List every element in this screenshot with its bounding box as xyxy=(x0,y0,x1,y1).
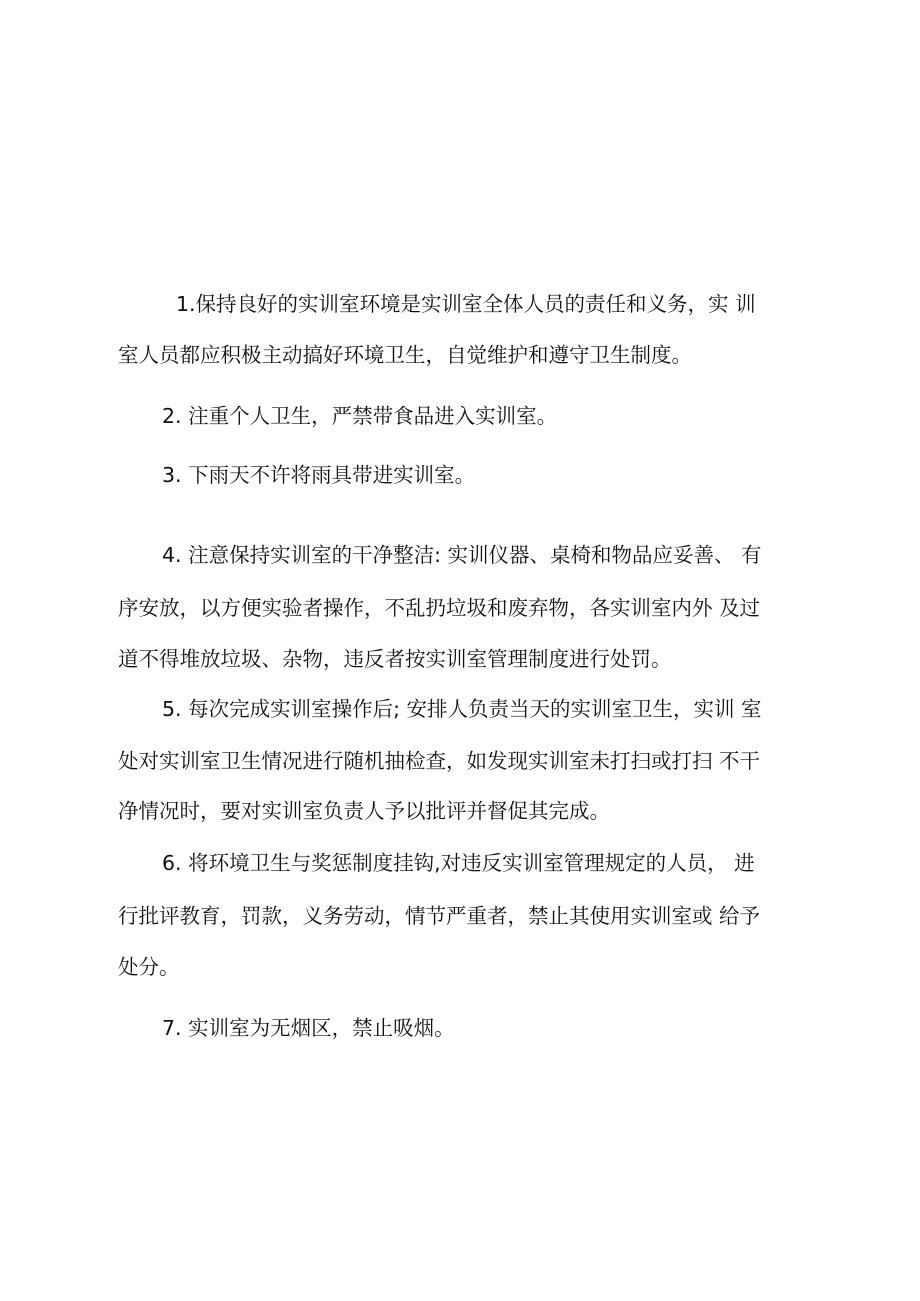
rule-6-line-1: 6. 将环境卫生与奖惩制度挂钩,对违反实训室管理规定的人员， 进 xyxy=(162,851,755,875)
rule-5-line-3: 净情况时，要对实训室负责人予以批评并督促其完成。 xyxy=(118,799,610,823)
rule-1-line-2: 室人员都应积极主动搞好环境卫生，自觉维护和遵守卫生制度。 xyxy=(118,343,692,367)
rule-6-line-2: 行批评教育，罚款，义务劳动，情节严重者，禁止其使用实训室或 给予 xyxy=(118,904,761,928)
rule-5-line-2: 处对实训室卫生情况进行随机抽检查，如发现实训室未打扫或打扫 不干 xyxy=(118,749,761,773)
rule-7-line-1: 7. 实训室为无烟区，禁止吸烟。 xyxy=(162,1016,455,1040)
rule-5-line-1: 5. 每次完成实训室操作后; 安排人负责当天的实训室卫生，实训 室 xyxy=(162,697,762,721)
rule-1-line-1: 1.保持良好的实训室环境是实训室全体人员的责任和义务，实 训 xyxy=(176,292,756,316)
rule-6-line-3: 处分。 xyxy=(118,955,180,979)
rule-2-line-1: 2. 注重个人卫生，严禁带食品进入实训室。 xyxy=(162,404,558,428)
rule-4-line-3: 道不得堆放垃圾、杂物，违反者按实训室管理制度进行处罚。 xyxy=(118,647,672,671)
rule-3-line-1: 3. 下雨天不许将雨具带进实训室。 xyxy=(162,463,476,487)
rule-4-line-2: 序安放，以方便实验者操作，不乱扔垃圾和废弃物，各实训室内外 及过 xyxy=(118,596,761,620)
rule-4-line-1: 4. 注意保持实训室的干净整洁: 实训仪器、桌椅和物品应妥善、 有 xyxy=(162,543,762,567)
